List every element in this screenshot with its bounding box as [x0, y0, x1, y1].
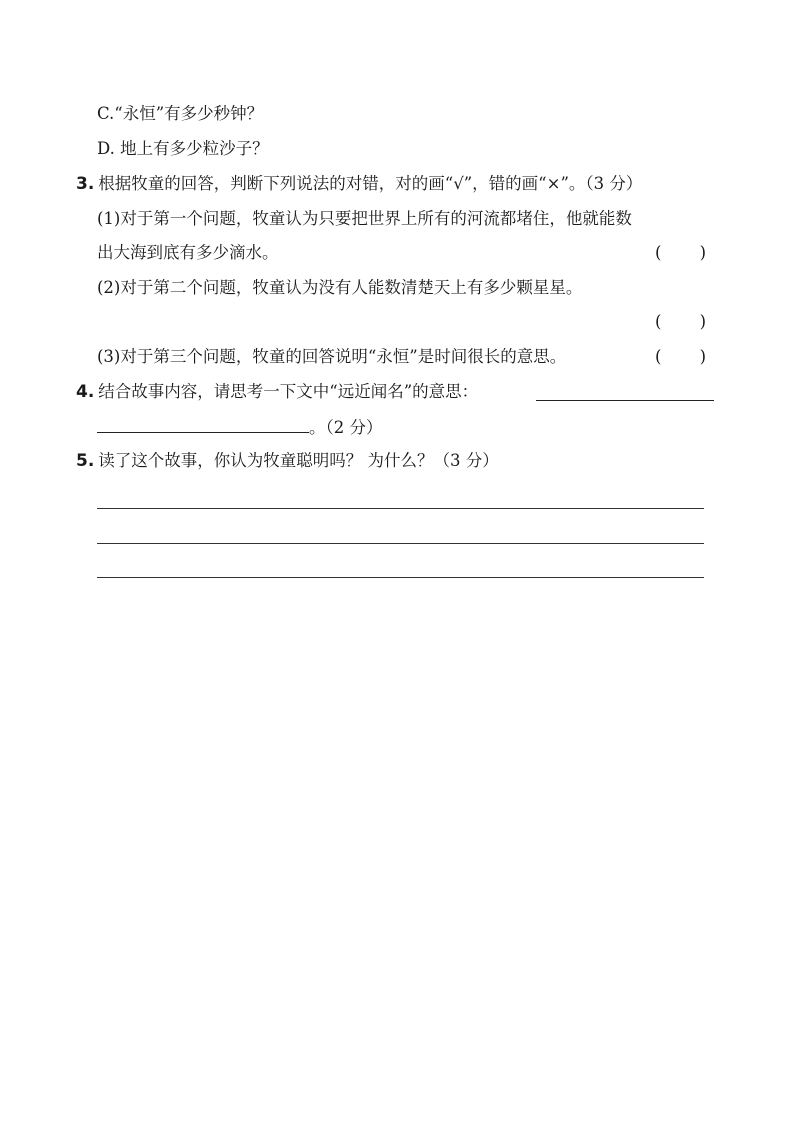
q3-item-1-line-2: 出大海到底有多少滴水。: [97, 243, 279, 262]
answer-line-1[interactable]: [97, 508, 704, 509]
answer-blank-1[interactable]: [536, 382, 714, 401]
question-5: [76, 449, 499, 473]
answer-paren-1[interactable]: ( ): [655, 243, 707, 262]
answer-line-2[interactable]: [97, 543, 704, 544]
answer-paren-2[interactable]: ( ): [655, 312, 707, 331]
question-4-continuation: [97, 414, 383, 440]
option-c: C.“永恒”有多少秒钟？: [97, 104, 264, 123]
question-5-stem: 读了这个故事，你认为牧童聪明吗？ 为什么？（3 分）: [98, 451, 499, 470]
q3-item-2: (2)对于第二个问题，牧童认为没有人能数清楚天上有多少颗星星。: [97, 278, 583, 297]
answer-line-3[interactable]: [97, 577, 704, 578]
question-4-stem: 结合故事内容，请思考一下文中“远近闻名”的意思：: [98, 382, 479, 401]
option-d: D. 地上有多少粒沙子？: [97, 139, 269, 158]
question-3: [76, 172, 642, 196]
question-4: [76, 380, 478, 404]
question-number: 4.: [76, 382, 95, 402]
q3-item-1-line-1: (1)对于第一个问题，牧童认为只要把世界上所有的河流都堵住，他就能数: [97, 209, 632, 228]
question-number: 3.: [76, 174, 95, 194]
question-4-tail: 。（2 分）: [309, 418, 383, 437]
answer-paren-3[interactable]: ( ): [655, 347, 707, 366]
answer-blank-2[interactable]: [97, 414, 309, 433]
question-number: 5.: [76, 451, 95, 471]
q3-item-3: (3)对于第三个问题，牧童的回答说明“永恒”是时间很长的意思。: [97, 347, 567, 366]
question-3-stem: 根据牧童的回答，判断下列说法的对错，对的画“√”，错的画“×”。（3 分）: [98, 174, 643, 193]
